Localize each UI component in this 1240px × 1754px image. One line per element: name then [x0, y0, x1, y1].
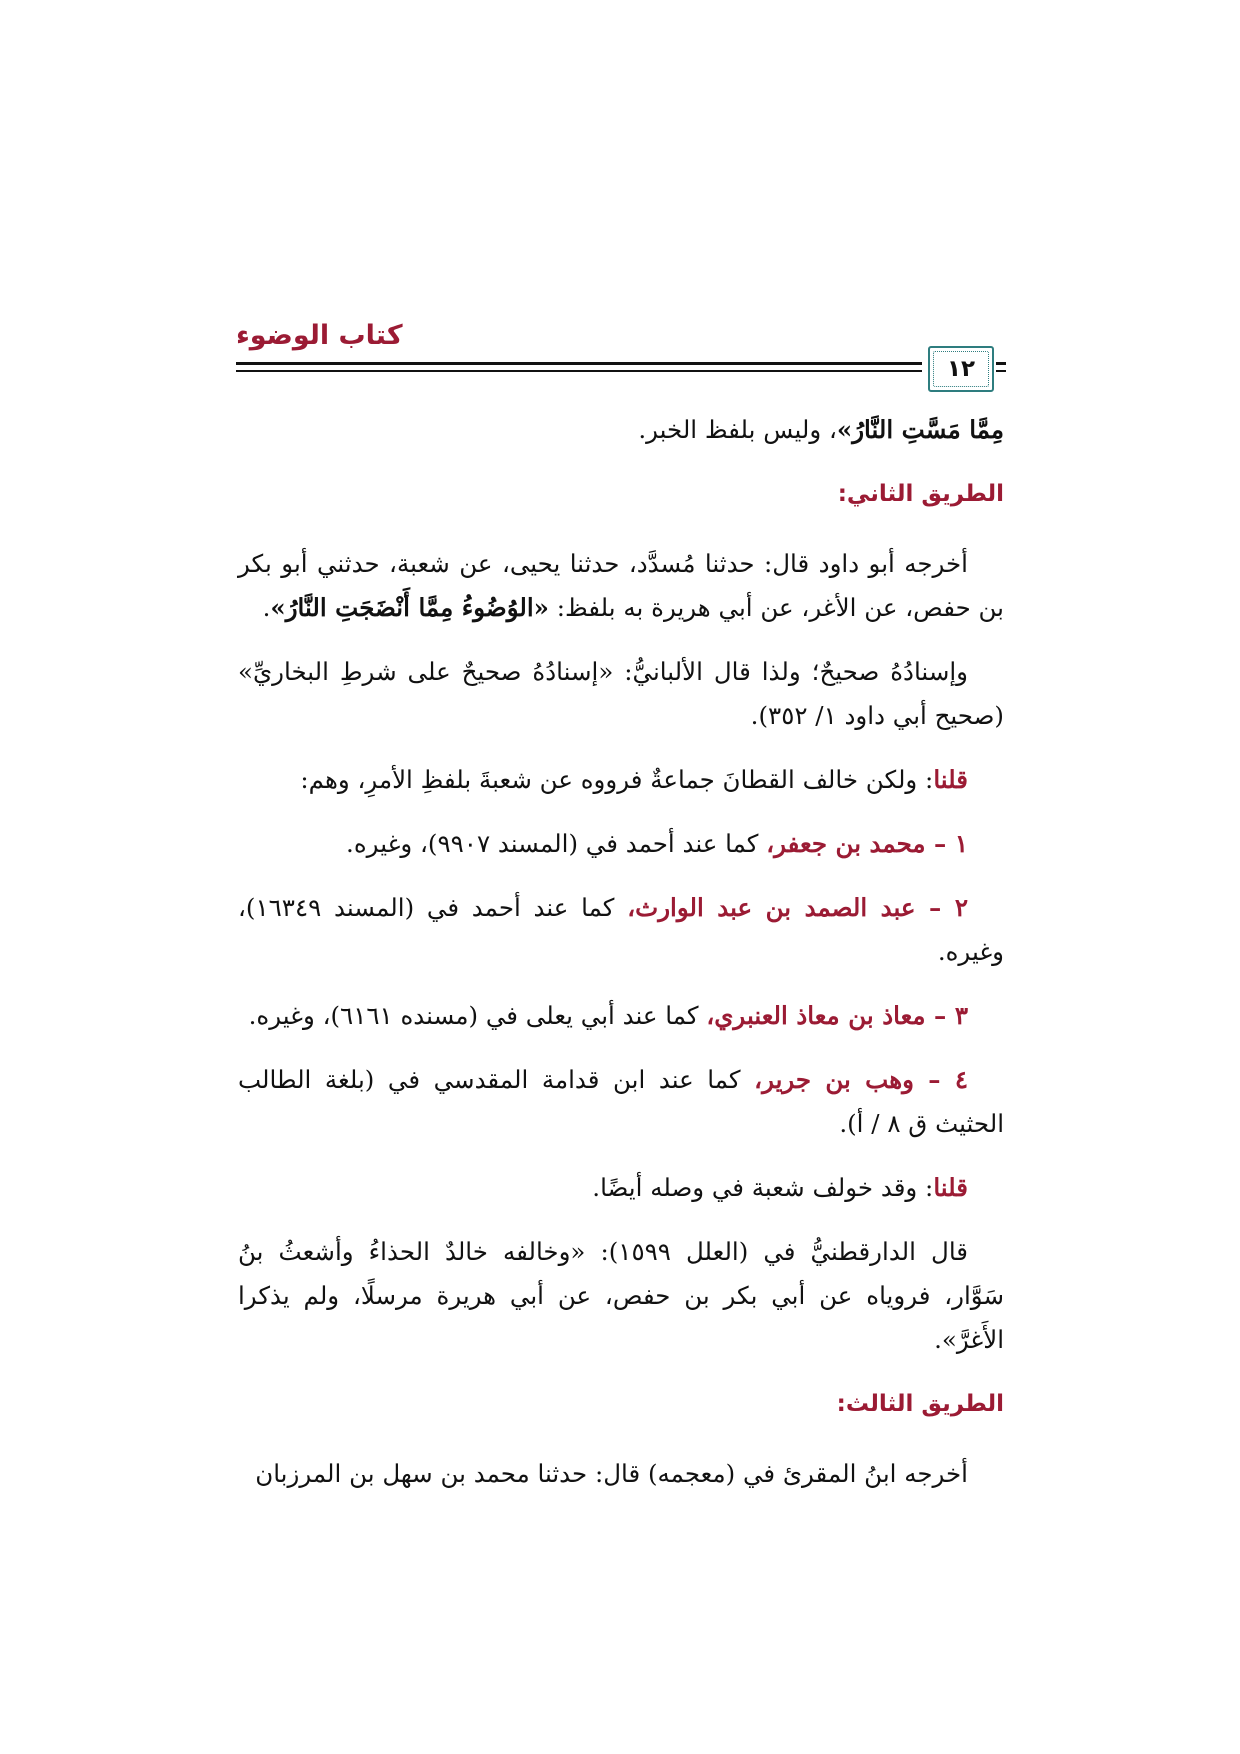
hadith-quote-2: «الوُضُوءُ مِمَّا أَنْضَجَتِ النَّارُ»	[270, 593, 549, 622]
page-header	[236, 310, 1006, 390]
page-body	[238, 408, 1004, 1516]
paragraph-6: قال الدارقطنيُّ في (العلل ١٥٩٩): «وخالفه خالدٌ الحذاءُ وأشعثُ بنُ سَوَّار، فروياه عن أبي بكر بن حفص، عن أبي هريرة مرسلًا، ولم يذكرا الأَغرَّ».	[238, 1237, 1004, 1354]
narrator-source: كما عند أحمد في (المسند ١٦٣٤٩)، وغيره.	[238, 893, 1004, 966]
narrator-name: ٢ – عبد الصمد بن عبد الوارث،	[627, 893, 968, 922]
list-item	[238, 994, 1004, 1038]
page-number: ١٢	[946, 356, 976, 382]
list-item	[238, 822, 1004, 866]
narrator-name: ٣ – معاذ بن معاذ العنبري،	[706, 1001, 968, 1030]
header-rule-top-right	[996, 362, 1006, 365]
paragraph-5	[238, 1166, 1004, 1210]
header-rule-top	[236, 362, 922, 365]
qulna-label: قلنا	[933, 1173, 968, 1202]
paragraph-2-end: .	[262, 593, 271, 622]
hadith-quote: مِمَّا مَسَّتِ النَّارُ»	[836, 415, 1004, 444]
paragraph-5-text: : وقد خولف شعبة في وصله أيضًا.	[592, 1173, 934, 1202]
header-rule-bottom	[236, 370, 922, 372]
narrator-name: ١ – محمد بن جعفر،	[766, 829, 968, 858]
qulna-label: قلنا	[933, 765, 968, 794]
paragraph-4-text: : ولكن خالف القطانَ جماعةٌ فرووه عن شعبةَ بلفظِ الأمرِ، وهم:	[300, 765, 934, 794]
paragraph-2-text: أخرجه أبو داود قال: حدثنا مُسدَّد، حدثنا يحيى، عن شعبة، حدثني أبو بكر بن حفص، عن الأغر، عن أبي هريرة به بلفظ:	[238, 549, 1004, 622]
paragraph-7: أخرجه ابنُ المقرئ في (معجمه) قال: حدثنا محمد بن سهل بن المرزبان	[255, 1459, 968, 1488]
narrator-source: كما عند أبي يعلى في (مسنده ٦١٦١)، وغيره.	[248, 1001, 707, 1030]
narrator-source: كما عند أحمد في (المسند ٩٩٠٧)، وغيره.	[346, 829, 767, 858]
list-item	[238, 886, 1004, 974]
paragraph-1	[238, 408, 1004, 452]
paragraph-1-text: ، وليس بلفظ الخبر.	[638, 415, 837, 444]
header-rule-bottom-right	[996, 370, 1006, 372]
paragraph-3: وإسنادُهُ صحيحٌ؛ ولذا قال الألبانيُّ: «إسنادُهُ صحيحٌ على شرطِ البخاريِّ» (صحيح أبي داود ١/ ٣٥٢).	[238, 657, 1004, 730]
heading-second-route: الطريق الثاني:	[837, 481, 1004, 507]
page-number-badge	[928, 346, 994, 392]
book-title: كتاب الوضوء	[236, 320, 403, 351]
heading-third-route: الطريق الثالث:	[836, 1391, 1004, 1417]
paragraph-4	[238, 758, 1004, 802]
list-item	[238, 1058, 1004, 1146]
narrator-source: كما عند ابن قدامة المقدسي في (بلغة الطالب الحثيث ق ٨ / أ).	[238, 1065, 1004, 1138]
paragraph-2	[238, 542, 1004, 630]
narrator-name: ٤ – وهب بن جرير،	[754, 1065, 969, 1094]
